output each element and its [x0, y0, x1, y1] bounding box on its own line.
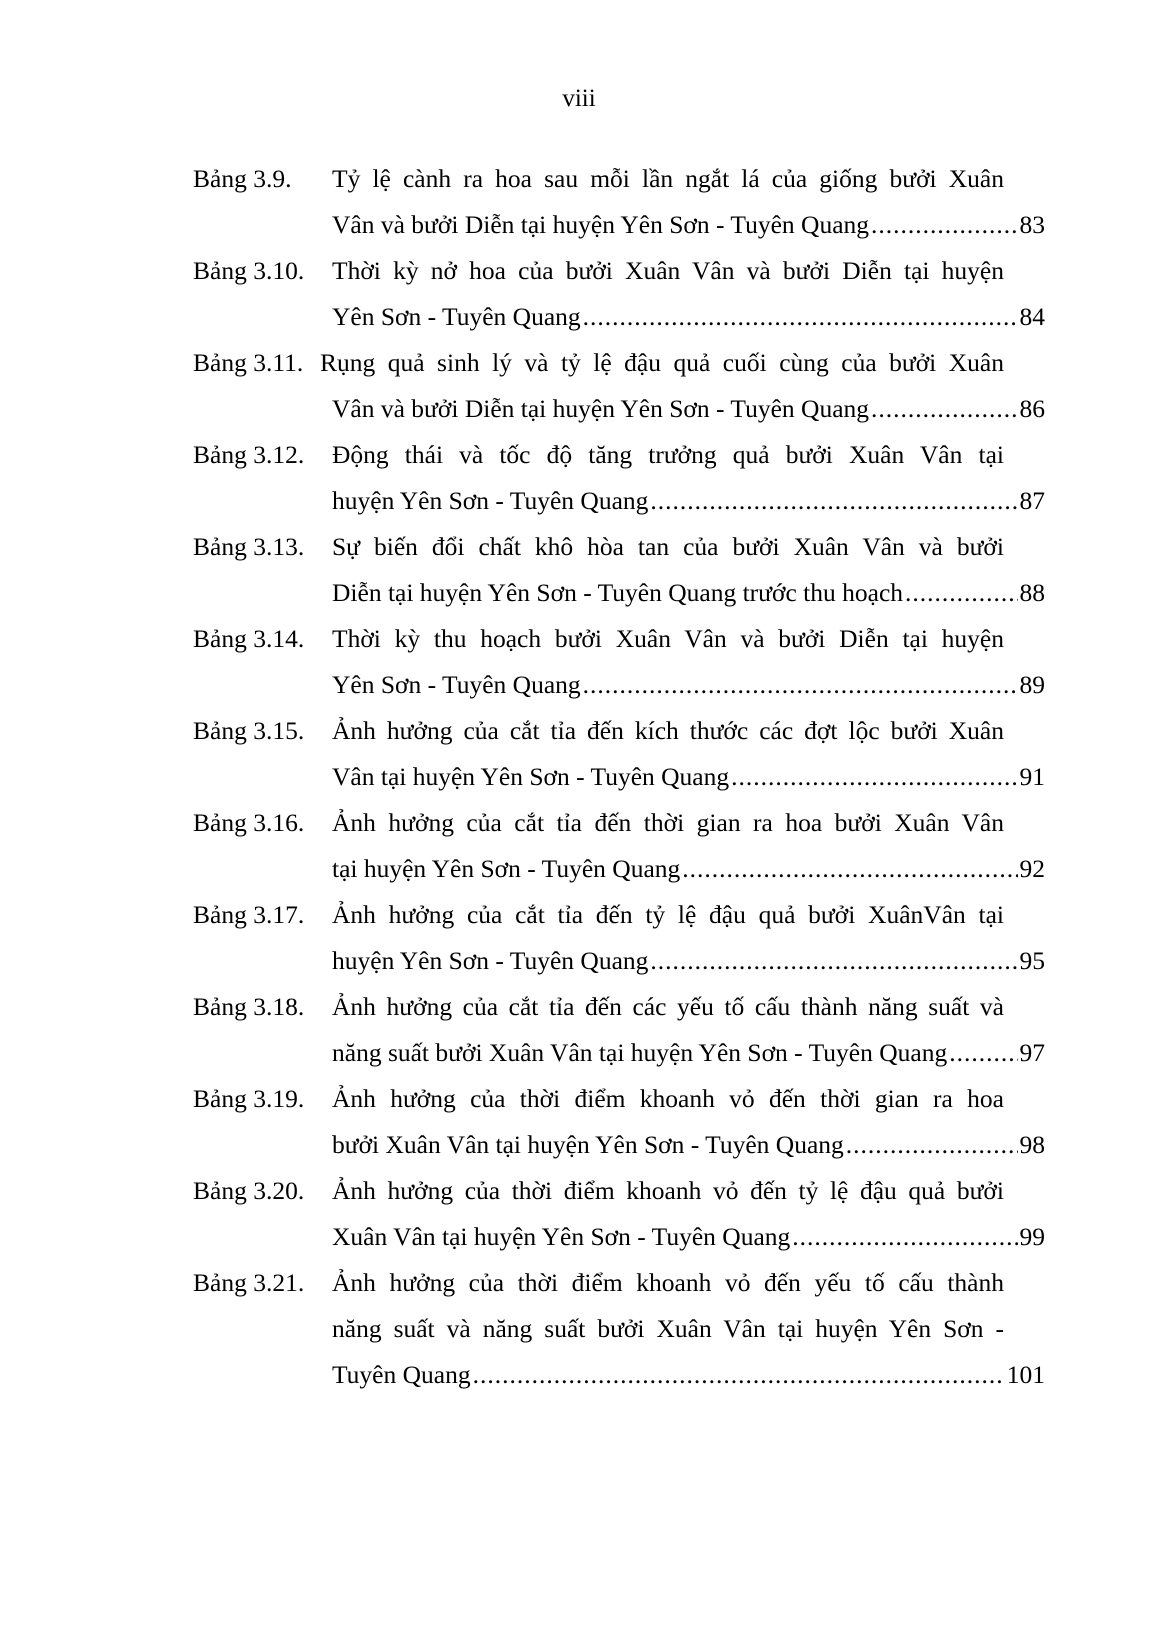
entry-title-end: Diễn tại huyện Yên Sơn - Tuyên Quang trước thu hoạch: [332, 578, 904, 607]
entry-title-line: Tỷ lệ cành ra hoa sau mỗi lần ngắt lá của giống bưởi Xuân: [332, 164, 1004, 193]
entry-last-line: [332, 1214, 1045, 1260]
entry-last-line: [332, 754, 1045, 800]
entry-label: Bảng 3.13.: [193, 532, 305, 561]
entry-title-line: Thời kỳ thu hoạch bưởi Xuân Vân và bưởi Diễn tại huyện: [332, 624, 1004, 653]
entry-label: Bảng 3.9.: [193, 164, 292, 193]
entry-label: Bảng 3.21.: [193, 1268, 305, 1297]
entry-title-line: Ảnh hưởng của cắt tỉa đến kích thước các đợt lộc bưởi Xuân: [332, 716, 1004, 745]
entry-title-end: Tuyên Quang: [332, 1360, 471, 1389]
toc-entry[interactable]: [193, 1260, 1045, 1398]
entry-body: [332, 524, 1045, 616]
entry-page-number: 95: [1019, 946, 1045, 975]
entry-title-end: bưởi Xuân Vân tại huyện Yên Sơn - Tuyên Quang: [332, 1130, 844, 1159]
entry-body: [332, 1076, 1045, 1168]
toc-entry[interactable]: [193, 248, 1045, 340]
entry-label: Bảng 3.11.: [193, 348, 304, 377]
entry-last-line: [332, 570, 1045, 616]
entry-title-line: Ảnh hưởng của cắt tỉa đến tỷ lệ đậu quả bưởi XuânVân tại: [332, 900, 1004, 929]
dot-leader: [846, 1122, 1018, 1168]
toc-entry[interactable]: [193, 1168, 1045, 1260]
page-number: viii: [562, 85, 596, 112]
entry-title-line: Ảnh hưởng của cắt tỉa đến các yếu tố cấu thành năng suất và: [332, 992, 1004, 1021]
entry-page-number: 89: [1019, 670, 1045, 699]
entry-title-line: Ảnh hưởng của thời điểm khoanh vỏ đến yếu tố cấu thành: [332, 1268, 1004, 1297]
entry-page-number: 92: [1019, 854, 1045, 883]
entry-title-line: Thời kỳ nở hoa của bưởi Xuân Vân và bưởi Diễn tại huyện: [332, 256, 1004, 285]
entry-body: [320, 340, 1045, 432]
entry-label: Bảng 3.10.: [193, 256, 305, 285]
toc-entry[interactable]: [193, 892, 1045, 984]
toc-entry[interactable]: [193, 708, 1045, 800]
entry-last-line: [332, 386, 1045, 432]
dot-leader: [583, 662, 1018, 708]
entry-last-line: [332, 662, 1045, 708]
entry-last-line: [332, 478, 1045, 524]
entry-title-end: Vân và bưởi Diễn tại huyện Yên Sơn - Tuyên Quang: [332, 210, 870, 239]
toc-entry[interactable]: [193, 1076, 1045, 1168]
entry-title-line: Động thái và tốc độ tăng trưởng quả bưởi Xuân Vân tại: [332, 440, 1004, 469]
entry-last-line: [332, 1030, 1045, 1076]
toc-entry[interactable]: [193, 800, 1045, 892]
dot-leader: [792, 1214, 1017, 1260]
toc-entry[interactable]: [193, 156, 1045, 248]
entry-page-number: 84: [1019, 302, 1045, 331]
dot-leader: [871, 202, 1017, 248]
entry-body: [332, 156, 1045, 248]
entry-page-number: 91: [1019, 762, 1045, 791]
entry-title-end: Vân và bưởi Diễn tại huyện Yên Sơn - Tuyên Quang: [332, 394, 870, 423]
entry-body: [332, 1168, 1045, 1260]
entry-title-end: năng suất bưởi Xuân Vân tại huyện Yên Sơn - Tuyên Quang: [332, 1038, 948, 1067]
entry-title-line: năng suất và năng suất bưởi Xuân Vân tại huyện Yên Sơn -: [332, 1314, 1004, 1343]
entry-title-line: Ảnh hưởng của cắt tỉa đến thời gian ra hoa bưởi Xuân Vân: [332, 808, 1004, 837]
entry-body: [332, 708, 1045, 800]
entry-label: Bảng 3.20.: [193, 1176, 305, 1205]
entry-label: Bảng 3.14.: [193, 624, 305, 653]
dot-leader: [949, 1030, 1017, 1076]
entry-title-line: Ảnh hưởng của thời điểm khoanh vỏ đến tỷ lệ đậu quả bưởi: [332, 1176, 1004, 1205]
entry-body: [332, 984, 1045, 1076]
entry-title-line: Ảnh hưởng của thời điểm khoanh vỏ đến thời gian ra hoa: [332, 1084, 1004, 1113]
entry-label: Bảng 3.12.: [193, 440, 305, 469]
entry-page-number: 87: [1019, 486, 1045, 515]
entry-last-line: [332, 846, 1045, 892]
entry-page-number: 86: [1019, 394, 1045, 423]
dot-leader: [583, 294, 1018, 340]
entry-title-line: Rụng quả sinh lý và tỷ lệ đậu quả cuối cùng của bưởi Xuân: [320, 348, 1004, 377]
entry-page-number: 99: [1019, 1222, 1045, 1251]
entry-page-number: 83: [1019, 210, 1045, 239]
entry-title-end: Yên Sơn - Tuyên Quang: [332, 302, 581, 331]
dot-leader: [473, 1352, 1005, 1398]
entry-title-end: Xuân Vân tại huyện Yên Sơn - Tuyên Quang: [332, 1222, 791, 1251]
entry-label: Bảng 3.16.: [193, 808, 305, 837]
toc-entry[interactable]: [193, 340, 1045, 432]
entry-label: Bảng 3.15.: [193, 716, 305, 745]
entry-page-number: 98: [1019, 1130, 1045, 1159]
dot-leader: [871, 386, 1017, 432]
entry-label: Bảng 3.19.: [193, 1084, 305, 1113]
dot-leader: [731, 754, 1017, 800]
toc-entry[interactable]: [193, 432, 1045, 524]
entry-body: [332, 432, 1045, 524]
entry-title-end: huyện Yên Sơn - Tuyên Quang: [332, 946, 649, 975]
entry-body: [332, 800, 1045, 892]
dot-leader: [905, 570, 1017, 616]
table-of-contents: [193, 156, 1045, 1398]
entry-last-line: [332, 1352, 1045, 1398]
dot-leader: [682, 846, 1017, 892]
entry-title-end: Vân tại huyện Yên Sơn - Tuyên Quang: [332, 762, 730, 791]
toc-entry[interactable]: [193, 524, 1045, 616]
entry-body: [332, 616, 1045, 708]
entry-last-line: [332, 938, 1045, 984]
entry-page-number: 97: [1019, 1038, 1045, 1067]
toc-entry[interactable]: [193, 984, 1045, 1076]
dot-leader: [650, 938, 1017, 984]
entry-label: Bảng 3.18.: [193, 992, 305, 1021]
entry-title-end: Yên Sơn - Tuyên Quang: [332, 670, 581, 699]
entry-last-line: [332, 294, 1045, 340]
entry-last-line: [332, 1122, 1045, 1168]
entry-body: [332, 1260, 1045, 1398]
dot-leader: [650, 478, 1017, 524]
entry-title-end: huyện Yên Sơn - Tuyên Quang: [332, 486, 649, 515]
entry-page-number: 88: [1019, 578, 1045, 607]
entry-body: [332, 248, 1045, 340]
entry-title-line: Sự biến đổi chất khô hòa tan của bưởi Xuân Vân và bưởi: [332, 532, 1004, 561]
entry-last-line: [332, 202, 1045, 248]
toc-entry[interactable]: [193, 616, 1045, 708]
entry-body: [332, 892, 1045, 984]
entry-page-number: 101: [1006, 1360, 1045, 1389]
entry-label: Bảng 3.17.: [193, 900, 305, 929]
entry-title-end: tại huyện Yên Sơn - Tuyên Quang: [332, 854, 681, 883]
